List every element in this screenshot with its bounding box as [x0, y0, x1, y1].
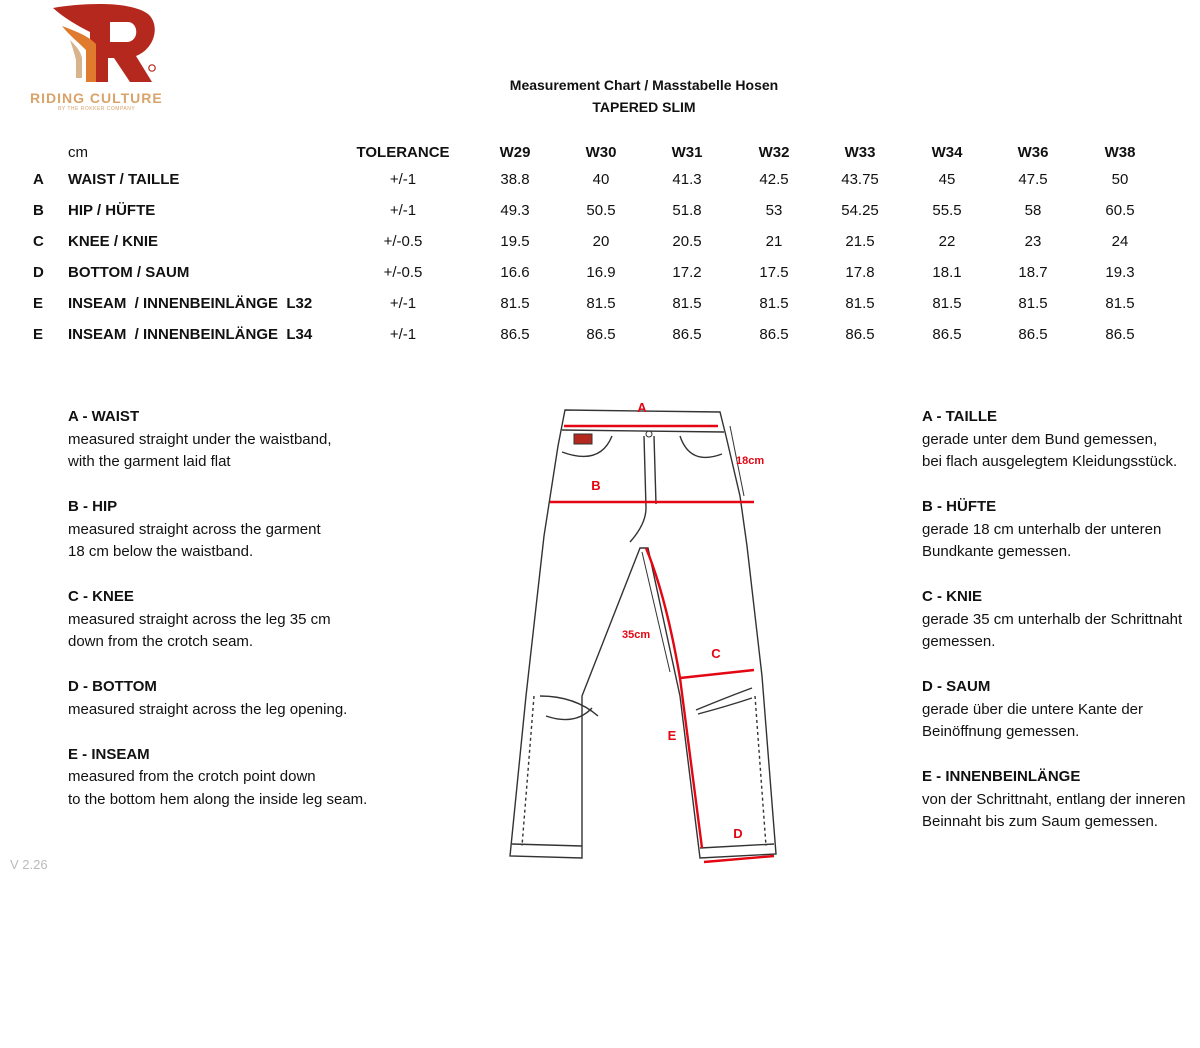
unit-label: cm	[68, 144, 88, 161]
table-cell: 58	[1024, 202, 1042, 219]
desc-huefte	[922, 496, 1186, 564]
row-tolerance: +/-1	[389, 171, 417, 188]
desc-line: gerade 35 cm unterhalb der Schrittnaht	[922, 610, 1183, 628]
table-cell: 81.5	[1018, 295, 1048, 312]
label-c: C	[711, 646, 721, 661]
table-cell: 81.5	[932, 295, 962, 312]
row-code: A	[33, 171, 44, 188]
table-cell: 86.5	[932, 326, 962, 343]
row-tolerance: +/-1	[389, 202, 417, 219]
row-code: E	[33, 295, 44, 312]
table-cell: 18.1	[932, 264, 962, 281]
desc-heading: C - KNIE	[922, 588, 982, 605]
desc-line: measured straight across the leg opening.	[68, 700, 348, 718]
desc-line: to the bottom hem along the inside leg seam.	[68, 790, 368, 808]
brand-name: RIDING CULTURE	[30, 90, 163, 106]
table-cell: 22	[938, 233, 956, 250]
size-header: W29	[499, 144, 531, 161]
table-cell: 19.5	[500, 233, 530, 250]
desc-heading: B - HIP	[68, 498, 118, 515]
tolerance-header: TOLERANCE	[356, 144, 450, 161]
table-cell: 20	[592, 233, 610, 250]
table-cell: 16.6	[500, 264, 530, 281]
desc-line: 18 cm below the waistband.	[68, 543, 254, 560]
desc-heading: C - KNEE	[68, 588, 134, 605]
table-cell: 21	[765, 233, 783, 250]
desc-heading: D - BOTTOM	[68, 678, 157, 695]
desc-taille	[922, 406, 1186, 474]
table-cell: 81.5	[759, 295, 789, 312]
desc-bottom	[68, 676, 367, 721]
table-cell: 81.5	[586, 295, 616, 312]
desc-line: Bundkante gemessen.	[922, 543, 1072, 560]
table-cell: 42.5	[759, 171, 789, 188]
desc-heading: B - HÜFTE	[922, 498, 997, 515]
desc-line: gerade unter dem Bund gemessen,	[922, 430, 1158, 448]
label-18cm: 18cm	[736, 455, 765, 467]
table-cell: 54.25	[841, 202, 879, 219]
table-cell: 18.7	[1018, 264, 1048, 281]
row-tolerance: +/-0.5	[383, 233, 423, 250]
version-label: V 2.26	[10, 857, 48, 872]
desc-line: measured straight across the garment	[68, 520, 321, 538]
table-cell: 81.5	[1105, 295, 1135, 312]
table-cell: 41.3	[672, 171, 702, 188]
desc-heading: E - INNENBEINLÄNGE	[922, 768, 1081, 785]
row-code: E	[33, 326, 44, 343]
table-cell: 19.3	[1105, 264, 1135, 281]
table-cell: 38.8	[500, 171, 530, 188]
table-cell: 43.75	[841, 171, 879, 188]
desc-line: Beinnaht bis zum Saum gemessen.	[922, 813, 1158, 830]
descriptions-en	[68, 406, 367, 811]
desc-hip	[68, 496, 367, 564]
size-header: W36	[1017, 144, 1049, 161]
size-header: W34	[931, 144, 963, 161]
label-a: A	[637, 400, 647, 415]
desc-knee	[68, 586, 367, 654]
label-b: B	[591, 478, 601, 493]
desc-innenbeinlaenge	[922, 766, 1186, 834]
table-cell: 24	[1111, 233, 1129, 250]
label-35cm: 35cm	[622, 629, 651, 641]
desc-line: measured straight across the leg 35 cm	[68, 610, 331, 628]
pants-diagram	[500, 396, 790, 876]
table-cell: 86.5	[1105, 326, 1135, 343]
desc-line: gerade 18 cm unterhalb der unteren	[922, 520, 1162, 538]
table-cell: 86.5	[500, 326, 530, 343]
table-cell: 17.2	[672, 264, 702, 281]
desc-line: with the garment laid flat	[68, 453, 231, 470]
row-label: INSEAM / INNENBEINLÄNGE L34	[68, 326, 313, 343]
table-cell: 21.5	[845, 233, 875, 250]
row-label: HIP / HÜFTE	[68, 202, 156, 219]
desc-line: down from the crotch seam.	[68, 633, 254, 650]
table-cell: 55.5	[932, 202, 962, 219]
table-cell: 16.9	[586, 264, 616, 281]
table-cell: 53	[765, 202, 783, 219]
descriptions-de	[922, 406, 1186, 834]
table-cell: 81.5	[845, 295, 875, 312]
row-code: C	[33, 233, 44, 250]
row-label: KNEE / KNIE	[68, 233, 159, 250]
table-cell: 86.5	[845, 326, 875, 343]
desc-heading: E - INSEAM	[68, 745, 150, 763]
table-cell: 60.5	[1105, 202, 1135, 219]
row-tolerance: +/-1	[389, 295, 417, 312]
row-code: D	[33, 264, 44, 281]
label-d: D	[733, 826, 743, 841]
desc-waist	[68, 406, 367, 474]
table-cell: 86.5	[586, 326, 616, 343]
table-cell: 86.5	[672, 326, 702, 343]
size-header: W32	[758, 144, 790, 161]
table-cell: 17.8	[845, 264, 875, 281]
row-tolerance: +/-1	[389, 326, 417, 343]
size-header: W33	[844, 144, 876, 161]
table-cell: 49.3	[500, 202, 530, 219]
table-cell: 81.5	[500, 295, 530, 312]
desc-line: von der Schrittnaht, entlang der inneren	[922, 790, 1186, 808]
pants-outline-icon	[500, 396, 790, 876]
table-cell: 17.5	[759, 264, 789, 281]
table-cell: 81.5	[672, 295, 702, 312]
desc-inseam	[68, 744, 367, 812]
desc-heading: A - TAILLE	[922, 408, 997, 425]
desc-line: gerade über die untere Kante der	[922, 700, 1143, 718]
row-code: B	[33, 202, 44, 219]
desc-knie	[922, 586, 1186, 654]
size-header: W31	[671, 144, 703, 161]
desc-line: Beinöffnung gemessen.	[922, 723, 1080, 740]
row-label: BOTTOM / SAUM	[68, 264, 190, 281]
table-cell: 86.5	[1018, 326, 1048, 343]
table-cell: 86.5	[759, 326, 789, 343]
table-cell: 47.5	[1018, 171, 1048, 188]
table-cell: 45	[938, 171, 956, 188]
row-label: WAIST / TAILLE	[68, 171, 180, 188]
desc-line: gemessen.	[922, 633, 996, 650]
row-tolerance: +/-0.5	[383, 264, 423, 281]
label-e: E	[667, 728, 677, 743]
size-header: W38	[1104, 144, 1136, 161]
chart-subtitle: TAPERED SLIM	[592, 99, 696, 115]
brand-tagline: BY THE ROKKER COMPANY	[58, 106, 136, 112]
chart-title: Measurement Chart / Masstabelle Hosen	[509, 77, 779, 93]
desc-line: measured straight under the waistband,	[68, 430, 332, 448]
table-cell: 50	[1111, 171, 1129, 188]
desc-heading: A - WAIST	[68, 408, 140, 425]
table-cell: 23	[1024, 233, 1042, 250]
table-cell: 51.8	[672, 202, 702, 219]
desc-line: bei flach ausgelegtem Kleidungsstück.	[922, 453, 1178, 470]
table-cell: 40	[592, 171, 610, 188]
row-label: INSEAM / INNENBEINLÄNGE L32	[68, 295, 313, 312]
desc-heading: D - SAUM	[922, 678, 991, 695]
table-cell: 20.5	[672, 233, 702, 250]
table-cell: 50.5	[586, 202, 616, 219]
desc-line: measured from the crotch point down	[68, 768, 316, 785]
size-header: W30	[585, 144, 617, 161]
desc-saum	[922, 676, 1186, 744]
